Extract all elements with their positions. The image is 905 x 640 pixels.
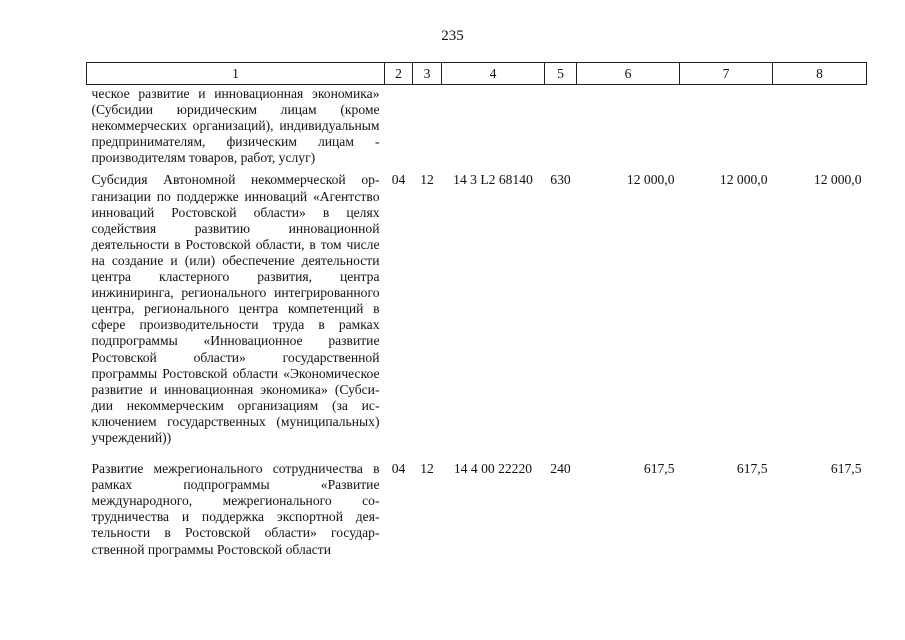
row-amount-2 <box>680 85 773 173</box>
row-target-article: 14 3 L2 68140 <box>453 172 533 188</box>
row-amount-2: 617,5 <box>736 461 768 477</box>
row-section: 04 <box>391 172 406 188</box>
budget-table <box>86 62 867 558</box>
row-section <box>385 85 413 173</box>
row-target-article <box>442 85 545 173</box>
column-header-5: 5 <box>545 63 577 85</box>
row-expense-type <box>545 85 577 173</box>
row-amount-3: 617,5 <box>830 461 862 477</box>
column-header-4: 4 <box>442 63 545 85</box>
column-header-2: 2 <box>385 63 413 85</box>
row-expense-type: 240 <box>550 461 571 477</box>
row-amount-1: 617,5 <box>643 461 675 477</box>
column-header-8: 8 <box>773 63 867 85</box>
row-description: Субсидия Автономной некоммерческой организации по поддержке инноваций «Агентство инноваций Ростовской области» в целях содействия развитию инновационной деятельности в Ростовской области, в том числе на создание и (или) обеспечение деятельности центра кластерного развития, центра инжиниринга, регионального интегрированного центра, регионального центра компетенций в сфере производительности труда в рамках подпрограммы «Инновационное развитие Ростовской области» государственной программы Ростовской области «Экономическое развитие и инновационная экономика» (Субсидии некоммерческим организациям (за исключением государственных (муниципальных) учреждений)) <box>91 172 380 445</box>
row-amount-3: 12 000,0 <box>813 172 862 188</box>
row-description: ческое развитие и инновационная экономика» (Субсидии юридическим лицам (кроме некоммерческих организаций), индивидуальным предпринимателям, физическим лицам - производителям товаров, работ, услуг) <box>91 86 380 166</box>
table-header-row <box>87 63 867 85</box>
row-amount-1 <box>577 85 680 173</box>
column-header-3: 3 <box>413 63 442 85</box>
row-amount-3 <box>773 85 867 173</box>
row-section: 04 <box>391 461 406 477</box>
row-amount-1: 12 000,0 <box>626 172 675 188</box>
row-amount-2: 12 000,0 <box>719 172 768 188</box>
column-header-6: 6 <box>577 63 680 85</box>
column-header-1: 1 <box>87 63 385 85</box>
table-row <box>87 461 867 558</box>
row-subsection: 12 <box>420 461 434 477</box>
row-subsection: 12 <box>420 172 434 188</box>
row-target-article: 14 4 00 22220 <box>453 461 533 477</box>
row-subsection <box>413 85 442 173</box>
row-expense-type: 630 <box>550 172 571 188</box>
row-description: Развитие межрегионального сотрудничества в рамках подпрограммы «Развитие международного, межрегионального сотрудничества и поддержка экспортной деятельности в Ростовской области» государственной программы Ростовской области <box>91 461 380 557</box>
column-header-7: 7 <box>680 63 773 85</box>
table-row <box>87 85 867 173</box>
table-row <box>87 172 867 461</box>
page-number: 235 <box>441 28 464 44</box>
